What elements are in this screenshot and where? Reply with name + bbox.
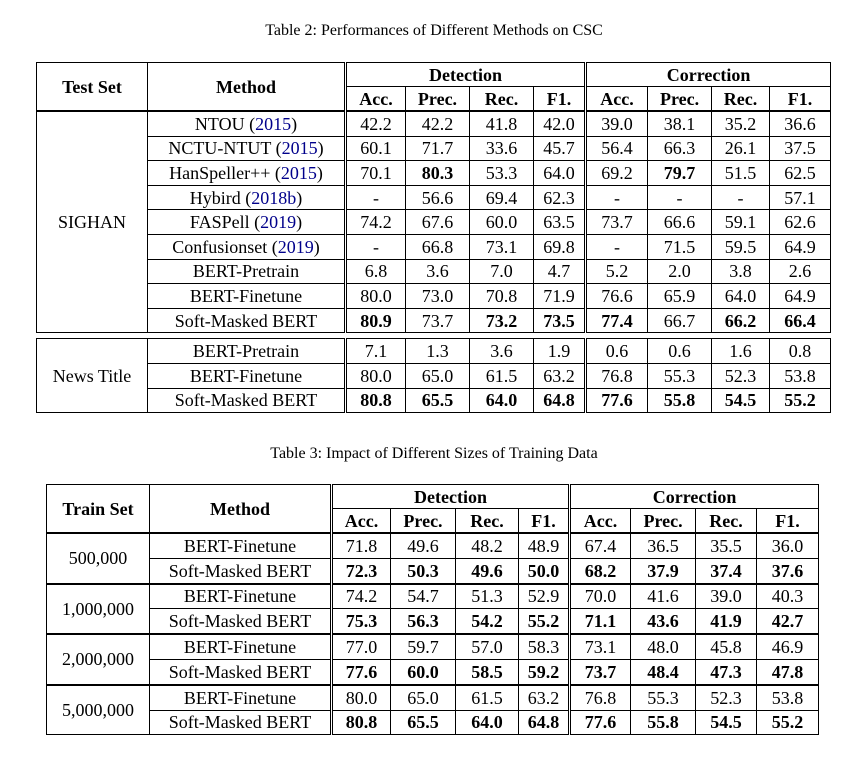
value-cell: 55.2	[757, 710, 819, 735]
value-cell: 54.2	[456, 609, 519, 634]
value-cell: 3.6	[470, 339, 534, 364]
method-label: Soft-Masked BERT	[174, 310, 318, 331]
value-cell: 70.8	[470, 284, 534, 309]
value-cell: 71.7	[406, 136, 470, 161]
header-detection: Detection	[346, 63, 586, 87]
value-cell: 65.5	[406, 388, 470, 413]
value-cell: 48.9	[519, 533, 570, 558]
method-label: BERT-Finetune	[183, 586, 297, 607]
table-training-sizes	[46, 484, 819, 735]
citation-year[interactable]: 2019	[277, 236, 314, 257]
value-cell: 52.9	[519, 584, 570, 609]
value-cell: 77.0	[332, 634, 391, 659]
value-cell: 68.2	[570, 558, 631, 583]
value-cell: 55.2	[519, 609, 570, 634]
value-cell: 73.1	[470, 234, 534, 259]
value-cell: 2.6	[770, 259, 831, 284]
header-metric: Rec.	[712, 87, 770, 112]
value-cell: 42.0	[534, 111, 586, 136]
method-name: HanSpeller++ (2015)	[148, 161, 346, 186]
value-cell: 53.8	[757, 685, 819, 710]
value-cell: 64.9	[770, 284, 831, 309]
value-cell: 80.0	[346, 363, 406, 388]
value-cell: 66.3	[648, 136, 712, 161]
citation-year[interactable]: 2019	[260, 212, 297, 233]
value-cell: 73.1	[570, 634, 631, 659]
value-cell: 69.2	[586, 161, 648, 186]
value-cell: 64.0	[712, 284, 770, 309]
train-size: 2,000,000	[47, 634, 150, 685]
value-cell: 80.0	[332, 685, 391, 710]
value-cell: 59.1	[712, 210, 770, 235]
table3-caption: Table 3: Impact of Different Sizes of Training Data	[270, 445, 598, 462]
value-cell: 58.3	[519, 634, 570, 659]
table-row	[37, 388, 831, 413]
method-name	[148, 308, 346, 333]
table-row	[47, 558, 819, 583]
table-row	[47, 609, 819, 634]
value-cell: 51.5	[712, 161, 770, 186]
value-cell: 63.5	[534, 210, 586, 235]
value-cell: 41.8	[470, 111, 534, 136]
method-name	[150, 609, 332, 634]
header-metric: Prec.	[391, 509, 456, 534]
value-cell: 73.7	[586, 210, 648, 235]
value-cell: 35.2	[712, 111, 770, 136]
value-cell: 73.7	[570, 659, 631, 684]
header-train-set: Train Set	[47, 485, 150, 534]
table-row	[47, 659, 819, 684]
value-cell: 73.0	[406, 284, 470, 309]
header-metric: Prec.	[631, 509, 696, 534]
value-cell: 67.4	[570, 533, 631, 558]
value-cell: 55.8	[648, 388, 712, 413]
value-cell: 80.0	[346, 284, 406, 309]
value-cell: 3.8	[712, 259, 770, 284]
value-cell: 73.5	[534, 308, 586, 333]
value-cell: 6.8	[346, 259, 406, 284]
value-cell: 61.5	[456, 685, 519, 710]
value-cell: 59.7	[391, 634, 456, 659]
value-cell: 61.5	[470, 363, 534, 388]
header-metric: F1.	[534, 87, 586, 112]
value-cell: 71.8	[332, 533, 391, 558]
table2-caption: Table 2: Performances of Different Methods on CSC	[265, 22, 603, 39]
value-cell: 80.8	[346, 388, 406, 413]
value-cell: -	[712, 185, 770, 210]
value-cell: 80.8	[332, 710, 391, 735]
header-metric: Acc.	[586, 87, 648, 112]
value-cell: 7.1	[346, 339, 406, 364]
table-row	[37, 185, 831, 210]
value-cell: 54.5	[696, 710, 757, 735]
value-cell: 56.3	[391, 609, 456, 634]
table-row	[37, 308, 831, 333]
value-cell: 37.6	[757, 558, 819, 583]
value-cell: 55.2	[770, 388, 831, 413]
table-performances	[36, 62, 831, 413]
method-label: BERT-Finetune	[183, 535, 297, 556]
value-cell: 26.1	[712, 136, 770, 161]
value-cell: 60.0	[470, 210, 534, 235]
value-cell: 64.8	[519, 710, 570, 735]
table-row	[47, 710, 819, 735]
header-metric: F1.	[519, 509, 570, 534]
value-cell: -	[586, 185, 648, 210]
value-cell: 67.6	[406, 210, 470, 235]
method-name	[148, 363, 346, 388]
value-cell: 60.0	[391, 659, 456, 684]
value-cell: 79.7	[648, 161, 712, 186]
header-detection: Detection	[332, 485, 570, 509]
method-name	[150, 710, 332, 735]
value-cell: 77.6	[586, 388, 648, 413]
value-cell: 63.2	[519, 685, 570, 710]
value-cell: 72.3	[332, 558, 391, 583]
method-label: Soft-Masked BERT	[168, 661, 312, 682]
value-cell: 66.8	[406, 234, 470, 259]
value-cell: 36.6	[770, 111, 831, 136]
value-cell: -	[346, 185, 406, 210]
value-cell: 71.9	[534, 284, 586, 309]
table-row	[37, 363, 831, 388]
method-label: Soft-Masked BERT	[168, 611, 312, 632]
value-cell: 0.6	[586, 339, 648, 364]
value-cell: 48.4	[631, 659, 696, 684]
value-cell: 62.5	[770, 161, 831, 186]
value-cell: 49.6	[456, 558, 519, 583]
table-row	[47, 685, 819, 710]
value-cell: 54.7	[391, 584, 456, 609]
value-cell: 33.6	[470, 136, 534, 161]
value-cell: 45.7	[534, 136, 586, 161]
header-metric: Acc.	[346, 87, 406, 112]
method-name	[150, 685, 332, 710]
value-cell: 37.9	[631, 558, 696, 583]
value-cell: 42.2	[406, 111, 470, 136]
value-cell: 52.3	[712, 363, 770, 388]
value-cell: 52.3	[696, 685, 757, 710]
table-row	[37, 234, 831, 259]
value-cell: 7.0	[470, 259, 534, 284]
value-cell: 46.9	[757, 634, 819, 659]
method-label: Soft-Masked BERT	[168, 560, 312, 581]
value-cell: 36.5	[631, 533, 696, 558]
value-cell: 62.3	[534, 185, 586, 210]
value-cell: -	[648, 185, 712, 210]
value-cell: 64.0	[470, 388, 534, 413]
value-cell: 43.6	[631, 609, 696, 634]
value-cell: 59.5	[712, 234, 770, 259]
value-cell: 65.9	[648, 284, 712, 309]
citation-year[interactable]: 2015	[281, 138, 318, 159]
value-cell: 64.9	[770, 234, 831, 259]
value-cell: 40.3	[757, 584, 819, 609]
method-name: Confusionset (2019)	[148, 234, 346, 259]
header-metric: F1.	[757, 509, 819, 534]
table-row	[37, 259, 831, 284]
method-name: FASPell (2019)	[148, 210, 346, 235]
value-cell: 55.3	[631, 685, 696, 710]
value-cell: 1.6	[712, 339, 770, 364]
citation-year[interactable]: 2018b	[251, 187, 297, 208]
method-name: NCTU-NTUT (2015)	[148, 136, 346, 161]
method-name	[150, 558, 332, 583]
value-cell: 65.0	[406, 363, 470, 388]
value-cell: 69.8	[534, 234, 586, 259]
train-size: 5,000,000	[47, 685, 150, 735]
value-cell: 3.6	[406, 259, 470, 284]
header-correction: Correction	[586, 63, 831, 87]
value-cell: 36.0	[757, 533, 819, 558]
value-cell: -	[346, 234, 406, 259]
table-row	[47, 533, 819, 558]
header-metric: Acc.	[570, 509, 631, 534]
method-label: BERT-Finetune	[183, 637, 297, 658]
header-metric: Prec.	[406, 87, 470, 112]
method-label: NTOU	[194, 113, 245, 134]
header-test-set: Test Set	[37, 63, 148, 112]
method-name	[148, 339, 346, 364]
value-cell: 48.2	[456, 533, 519, 558]
train-size: 1,000,000	[47, 584, 150, 635]
value-cell: 0.6	[648, 339, 712, 364]
value-cell: 66.2	[712, 308, 770, 333]
value-cell: 65.0	[391, 685, 456, 710]
value-cell: 73.7	[406, 308, 470, 333]
value-cell: 76.6	[586, 284, 648, 309]
value-cell: 76.8	[586, 363, 648, 388]
value-cell: 65.5	[391, 710, 456, 735]
value-cell: 56.6	[406, 185, 470, 210]
value-cell: 62.6	[770, 210, 831, 235]
table-row	[37, 111, 831, 136]
value-cell: 74.2	[332, 584, 391, 609]
table-row	[37, 339, 831, 364]
value-cell: 2.0	[648, 259, 712, 284]
value-cell: 37.5	[770, 136, 831, 161]
value-cell: 47.3	[696, 659, 757, 684]
table-row	[47, 634, 819, 659]
method-name	[150, 584, 332, 609]
value-cell: 76.8	[570, 685, 631, 710]
value-cell: 1.9	[534, 339, 586, 364]
method-label: HanSpeller++	[169, 162, 271, 183]
group-label: SIGHAN	[37, 111, 148, 333]
value-cell: 80.9	[346, 308, 406, 333]
method-name	[148, 284, 346, 309]
value-cell: 77.4	[586, 308, 648, 333]
value-cell: 74.2	[346, 210, 406, 235]
value-cell: 80.3	[406, 161, 470, 186]
header-metric: Rec.	[470, 87, 534, 112]
method-label: BERT-Finetune	[189, 365, 303, 386]
value-cell: 47.8	[757, 659, 819, 684]
header-method: Method	[150, 485, 332, 534]
value-cell: 63.2	[534, 363, 586, 388]
header-metric: Acc.	[332, 509, 391, 534]
value-cell: 54.5	[712, 388, 770, 413]
value-cell: 50.0	[519, 558, 570, 583]
value-cell: 39.0	[696, 584, 757, 609]
value-cell: 70.0	[570, 584, 631, 609]
value-cell: 48.0	[631, 634, 696, 659]
group-label: News Title	[37, 339, 148, 413]
value-cell: 0.8	[770, 339, 831, 364]
value-cell: 66.7	[648, 308, 712, 333]
value-cell: 66.4	[770, 308, 831, 333]
method-name	[150, 659, 332, 684]
value-cell: 39.0	[586, 111, 648, 136]
method-label: BERT-Finetune	[183, 687, 297, 708]
method-name	[150, 634, 332, 659]
method-label: BERT-Finetune	[189, 285, 303, 306]
header-metric: Prec.	[648, 87, 712, 112]
value-cell: 57.0	[456, 634, 519, 659]
method-label: Soft-Masked BERT	[174, 390, 318, 411]
method-label: Hybird	[189, 187, 241, 208]
method-label: NCTU-NTUT	[168, 138, 272, 159]
value-cell: 49.6	[391, 533, 456, 558]
value-cell: 45.8	[696, 634, 757, 659]
value-cell: 77.6	[332, 659, 391, 684]
value-cell: 66.6	[648, 210, 712, 235]
method-label: FASPell	[189, 212, 250, 233]
value-cell: 59.2	[519, 659, 570, 684]
value-cell: 57.1	[770, 185, 831, 210]
value-cell: 51.3	[456, 584, 519, 609]
value-cell: 70.1	[346, 161, 406, 186]
value-cell: 55.8	[631, 710, 696, 735]
value-cell: 53.8	[770, 363, 831, 388]
value-cell: 58.5	[456, 659, 519, 684]
value-cell: 1.3	[406, 339, 470, 364]
value-cell: 71.1	[570, 609, 631, 634]
method-name	[148, 259, 346, 284]
header-correction: Correction	[570, 485, 819, 509]
value-cell: 64.0	[456, 710, 519, 735]
value-cell: 73.2	[470, 308, 534, 333]
value-cell: 42.7	[757, 609, 819, 634]
value-cell: 37.4	[696, 558, 757, 583]
value-cell: 77.6	[570, 710, 631, 735]
method-label: Confusionset	[172, 236, 268, 257]
value-cell: 50.3	[391, 558, 456, 583]
header-metric: F1.	[770, 87, 831, 112]
header-method: Method	[148, 63, 346, 112]
value-cell: 64.8	[534, 388, 586, 413]
value-cell: 38.1	[648, 111, 712, 136]
method-name: Hybird (2018b)	[148, 185, 346, 210]
table-row	[37, 210, 831, 235]
value-cell: 55.3	[648, 363, 712, 388]
method-name: NTOU (2015)	[148, 111, 346, 136]
table-row	[37, 161, 831, 186]
table-row	[47, 584, 819, 609]
value-cell: -	[586, 234, 648, 259]
value-cell: 42.2	[346, 111, 406, 136]
header-metric: Rec.	[696, 509, 757, 534]
value-cell: 64.0	[534, 161, 586, 186]
value-cell: 75.3	[332, 609, 391, 634]
value-cell: 56.4	[586, 136, 648, 161]
value-cell: 41.9	[696, 609, 757, 634]
value-cell: 35.5	[696, 533, 757, 558]
header-metric: Rec.	[456, 509, 519, 534]
value-cell: 41.6	[631, 584, 696, 609]
value-cell: 60.1	[346, 136, 406, 161]
method-label: BERT-Pretrain	[192, 341, 300, 362]
citation-year[interactable]: 2015	[280, 162, 317, 183]
table-row	[37, 136, 831, 161]
table-row	[37, 284, 831, 309]
method-name	[150, 533, 332, 558]
method-name	[148, 388, 346, 413]
value-cell: 4.7	[534, 259, 586, 284]
train-size: 500,000	[47, 533, 150, 584]
value-cell: 69.4	[470, 185, 534, 210]
method-label: Soft-Masked BERT	[168, 712, 312, 733]
value-cell: 71.5	[648, 234, 712, 259]
value-cell: 53.3	[470, 161, 534, 186]
citation-year[interactable]: 2015	[255, 113, 292, 134]
value-cell: 5.2	[586, 259, 648, 284]
method-label: BERT-Pretrain	[192, 261, 300, 282]
